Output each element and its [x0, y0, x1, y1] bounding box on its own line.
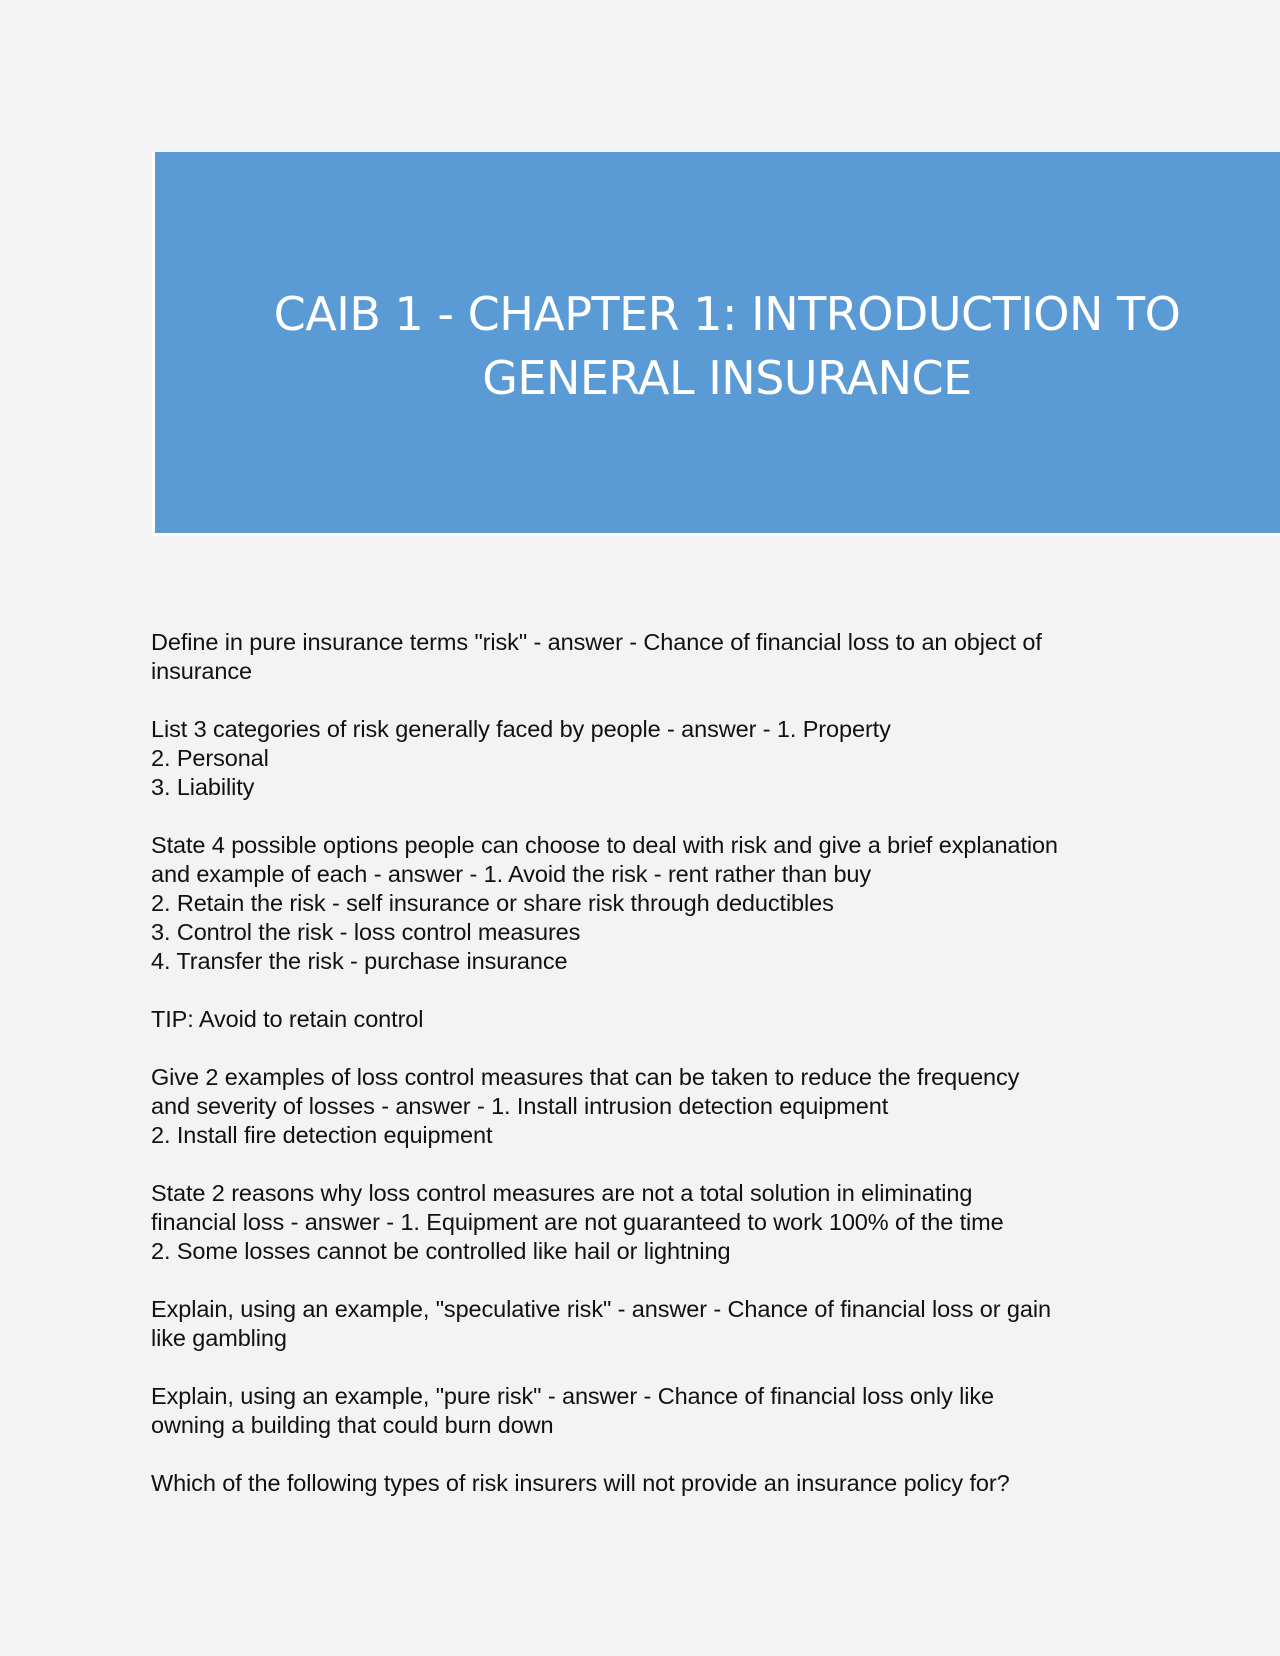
document-body [151, 628, 1141, 1527]
qa-entry-risk-options: State 4 possible options people can choose to deal with risk and give a brief explanation and example of each - answer - 1. Avoid the risk - rent rather than buy 2. Retain the risk - self insurance or share risk through deductibles 3. Control the risk - loss control measures 4. Transfer the risk - purchase insurance [151, 832, 1058, 974]
tip-text: TIP: Avoid to retain control [151, 1006, 424, 1032]
qa-entry-loss-control-limits: State 2 reasons why loss control measures are not a total solution in eliminating financial loss - answer - 1. Equipment are not guaranteed to work 100% of the time 2. Some losses cannot be controlled like hail or lightning [151, 1180, 1004, 1264]
qa-entry-speculative-risk: Explain, using an example, "speculative risk" - answer - Chance of financial loss or gain like gambling [151, 1296, 1051, 1351]
document-title: CAIB 1 - CHAPTER 1: INTRODUCTION TO GENERAL INSURANCE [273, 287, 1181, 405]
title-banner [152, 152, 1280, 536]
qa-entry-risk-categories: List 3 categories of risk generally faced by people - answer - 1. Property 2. Personal 3. Liability [151, 716, 891, 800]
qa-entry-pure-risk: Explain, using an example, "pure risk" - answer - Chance of financial loss only like owning a building that could burn down [151, 1383, 994, 1438]
qa-entry-loss-control-examples: Give 2 examples of loss control measures that can be taken to reduce the frequency and severity of losses - answer - 1. Install intrusion detection equipment 2. Install fire detection equipment [151, 1064, 1020, 1148]
qa-entry-uninsurable-risk-question: Which of the following types of risk insurers will not provide an insurance policy for? [151, 1470, 1010, 1496]
qa-entry-risk-definition: Define in pure insurance terms "risk" - answer - Chance of financial loss to an object of insurance [151, 629, 1042, 684]
